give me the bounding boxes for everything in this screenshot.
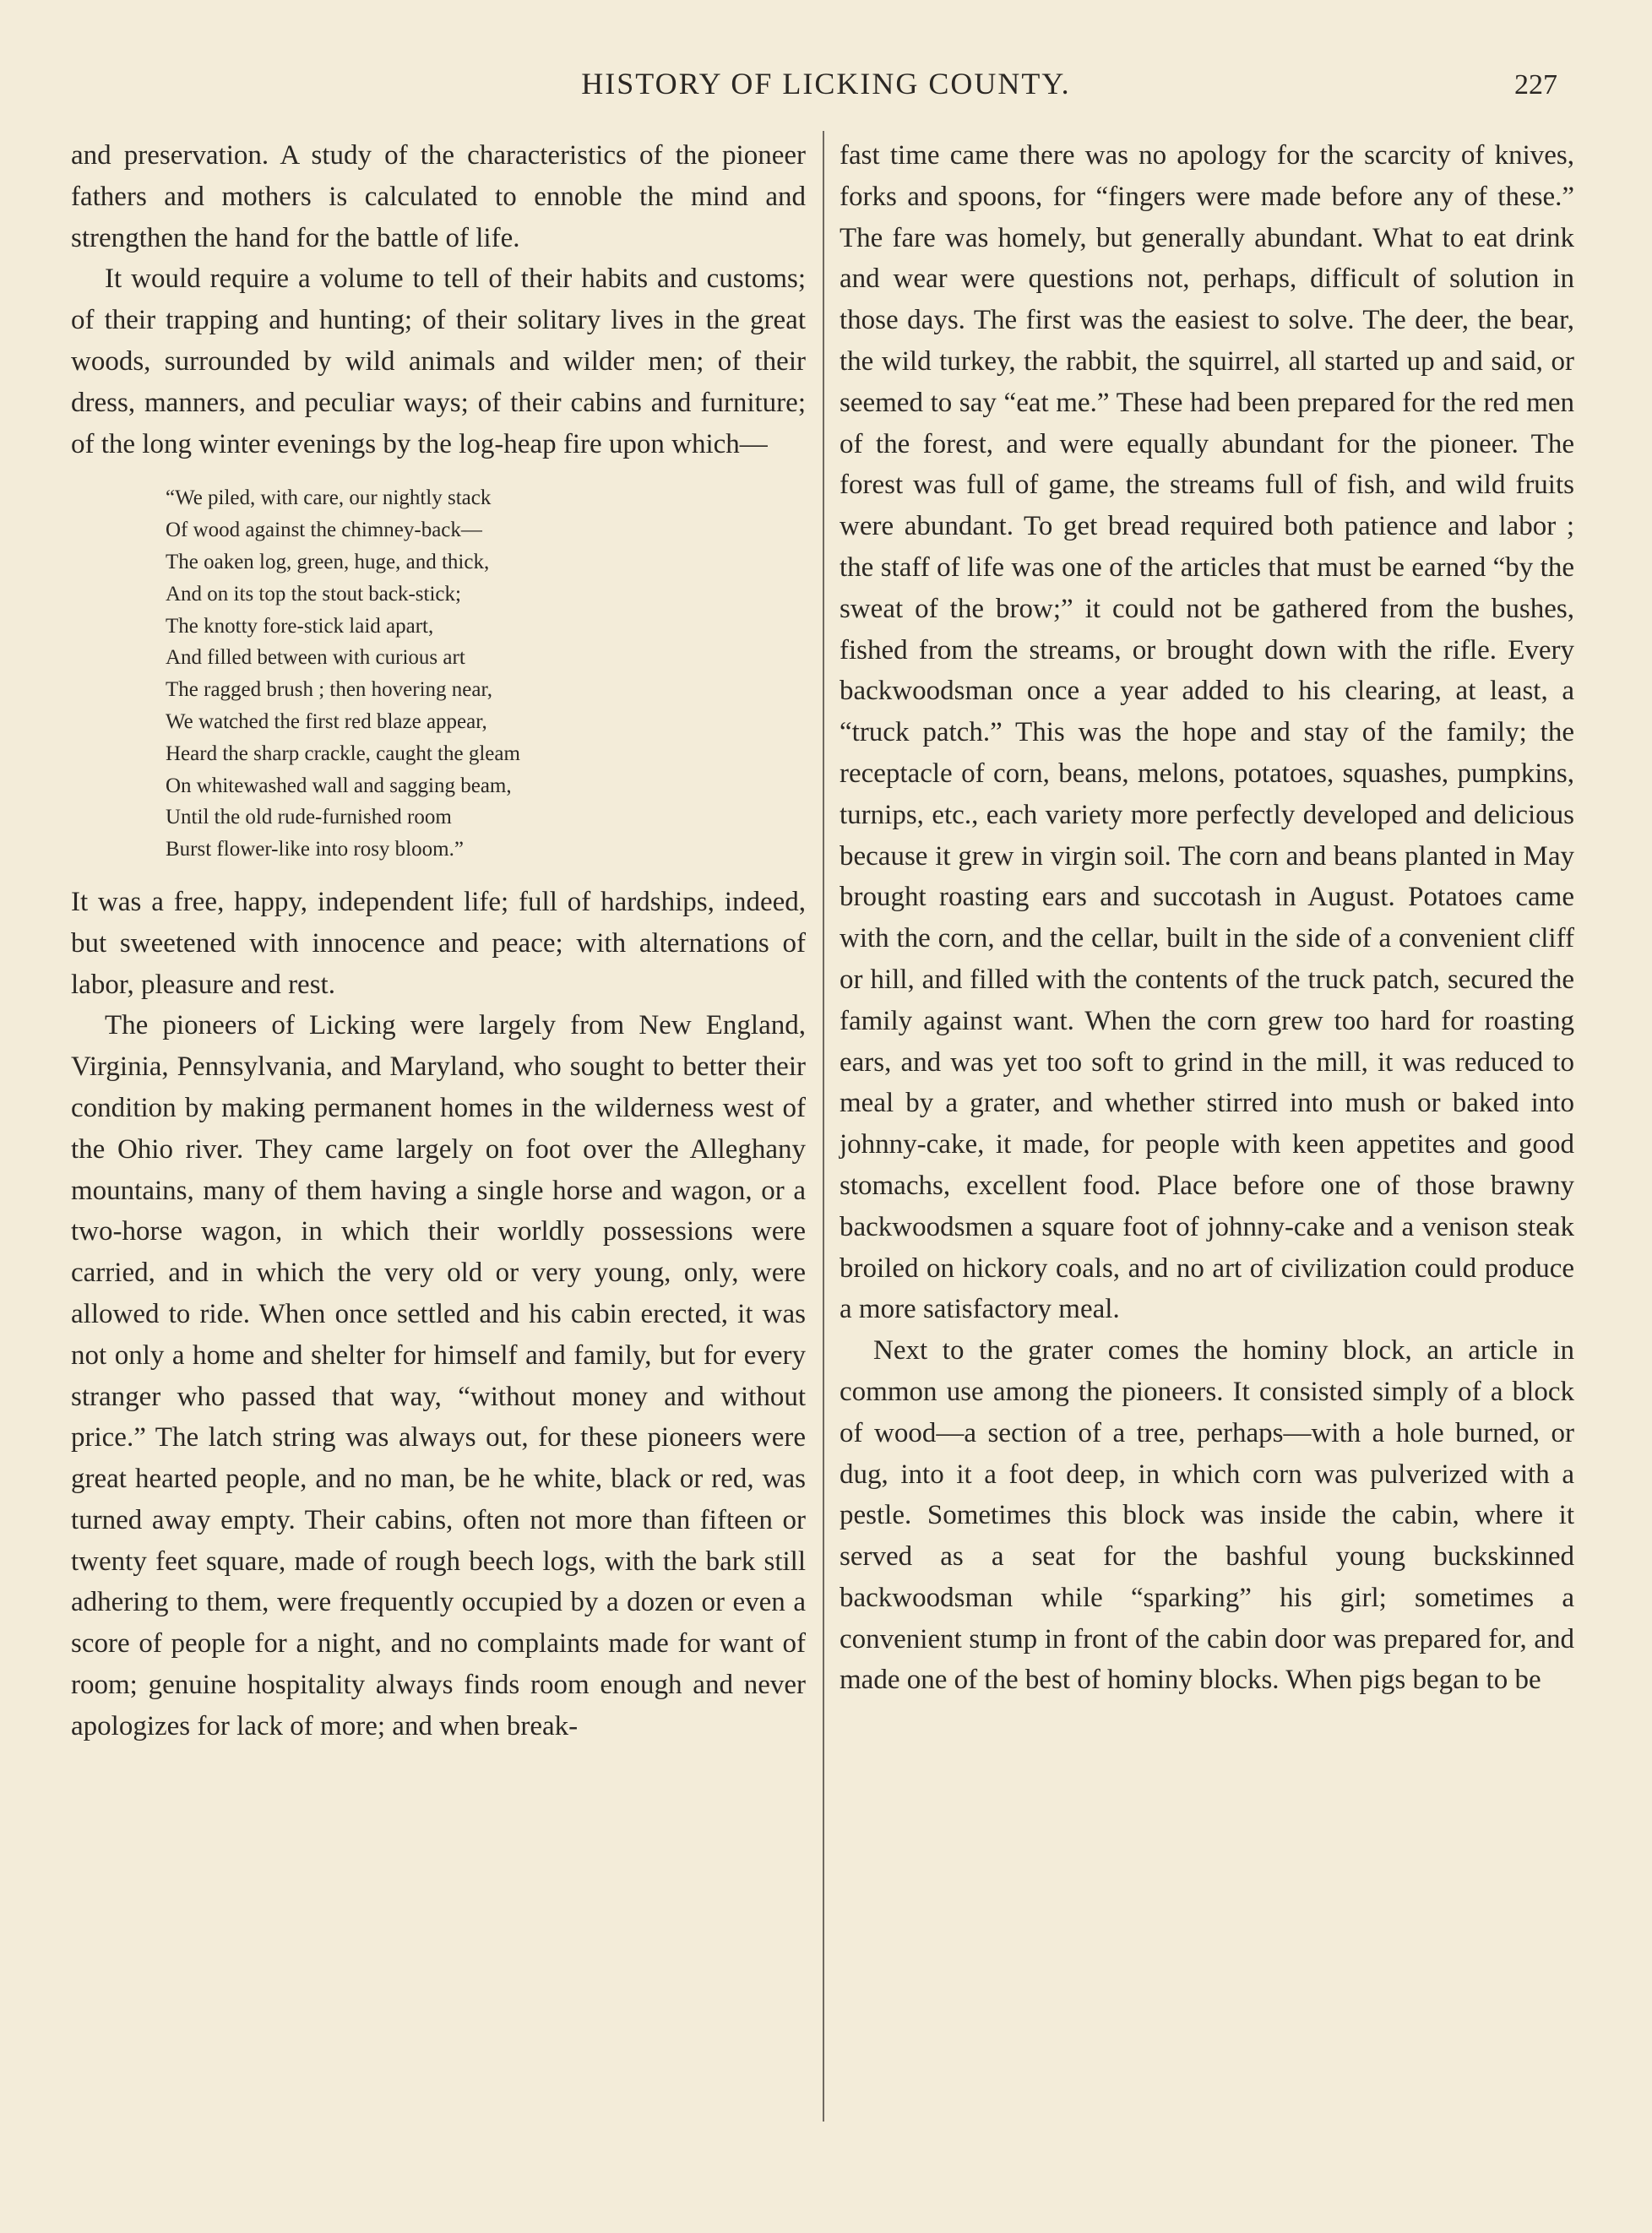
poem-line: “We piled, with care, our nightly stack	[166, 486, 492, 510]
paragraph: It was a free, happy, independent life; full of hardships, indeed, but sweetened with innocence and peace; with alternations of labor, pleasure and rest.	[71, 886, 806, 1000]
page-number: 227	[1514, 69, 1557, 101]
left-column	[71, 135, 806, 1747]
poem-line: We watched the first red blaze appear,	[166, 709, 487, 733]
page-header	[0, 66, 1652, 108]
poem-line: The knotty fore-stick laid apart,	[166, 614, 434, 638]
running-title: HISTORY OF LICKING COUNTY.	[581, 67, 1071, 101]
poem-quote	[166, 482, 806, 866]
poem-line: And on its top the stout back-stick;	[166, 582, 461, 606]
paragraph: Next to the grater comes the hominy block, an article in common use among the pioneers. It consisted simply of a block of wood—a section of a tree, perhaps—with a hole burned, or dug, into it a foot deep, in which corn was pulverized with a pestle. Sometimes this block was inside the cabin, where it served as a seat for the bashful young buckskinned backwoodsman while “sparking” his girl; sometimes a convenient stump in front of the cabin door was prepared for, and made one of the best of hominy blocks. When pigs began to be	[840, 1335, 1574, 1696]
paragraph: It would require a volume to tell of their habits and customs; of their trapping and hunting; of their solitary lives in the great woods, surrounded by wild animals and wilder men; of their dress, manners, and peculiar ways; of their cabins and furniture; of the long winter evenings by the log-heap fire upon which—	[71, 264, 806, 459]
poem-line: Of wood against the chimney-back—	[166, 519, 482, 542]
poem-line: The ragged brush ; then hovering near,	[166, 678, 493, 702]
right-column	[840, 135, 1574, 1701]
poem-line: Until the old rude-furnished room	[166, 806, 452, 829]
poem-line: Heard the sharp crackle, caught the gleam	[166, 742, 520, 765]
poem-line: And filled between with curious art	[166, 646, 465, 670]
poem-line: The oaken log, green, huge, and thick,	[166, 550, 490, 573]
poem-line: Burst flower-like into rosy bloom.”	[166, 838, 464, 861]
column-divider	[823, 131, 824, 2122]
paragraph: The pioneers of Licking were largely from New England, Virginia, Pennsylvania, and Maryland, who sought to better their condition by making permanent homes in the wilderness west of the Ohio river. They came largely on foot over the Alleghany mountains, many of them having a single horse and wagon, or a two-horse wagon, in which their worldly possessions were carried, and in which the very old or very young, only, were allowed to ride. When once settled and his cabin erected, it was not only a home and shelter for himself and family, but for every stranger who passed that way, “without money and without price.” The latch string was always out, for these pioneers were great hearted people, and no man, be he white, black or red, was turned away empty. Their cabins, often not more than fifteen or twenty feet square, made of rough beech logs, with the bark still adhering to them, were frequently occupied by a dozen or even a score of people for a night, and no complaints made for want of room; genuine hospitality always finds room enough and never apologizes for lack of more; and when break-	[71, 1010, 806, 1741]
paragraph: and preservation. A study of the characteristics of the pioneer fathers and mothers is calculated to ennoble the mind and strengthen the hand for the battle of life.	[71, 140, 806, 253]
poem-line: On whitewashed wall and sagging beam,	[166, 774, 512, 797]
paragraph: fast time came there was no apology for the scarcity of knives, forks and spoons, for “fingers were made before any of these.” The fare was homely, but generally abundant. What to eat drink and wear were questions not, perhaps, difficult of solution in those days. The first was the easiest to solve. The deer, the bear, the wild turkey, the rabbit, the squirrel, all started up and said, or seemed to say “eat me.” These had been prepared for the red men of the forest, and were equally abundant for the pioneer. The forest was full of game, the streams full of fish, and wild fruits were abundant. To get bread required both patience and labor ; the staff of life was one of the articles that must be earned “by the sweat of the brow;” it could not be gathered from the bushes, fished from the streams, or brought down with the rifle. Every backwoodsman once a year added to his clearing, at least, a “truck patch.” This was the hope and stay of the family; the receptacle of corn, beans, melons, potatoes, squashes, pumpkins, turnips, etc., each variety more perfectly developed and delicious because it grew in virgin soil. The corn and beans planted in May brought roasting ears and succotash in August. Potatoes came with the corn, and the cellar, built in the side of a convenient cliff or hill, and filled with the contents of the truck patch, secured the family against want. When the corn grew too hard for roasting ears, and was yet too soft to grind in the mill, it was reduced to meal by a grater, and whether stirred into mush or baked into johnny-cake, it made, for people with keen appetites and good stomachs, excellent food. Place before one of those brawny backwoodsmen a square foot of johnny-cake and a venison steak broiled on hickory coals, and no art of civilization could produce a more satisfactory meal.	[840, 140, 1574, 1325]
